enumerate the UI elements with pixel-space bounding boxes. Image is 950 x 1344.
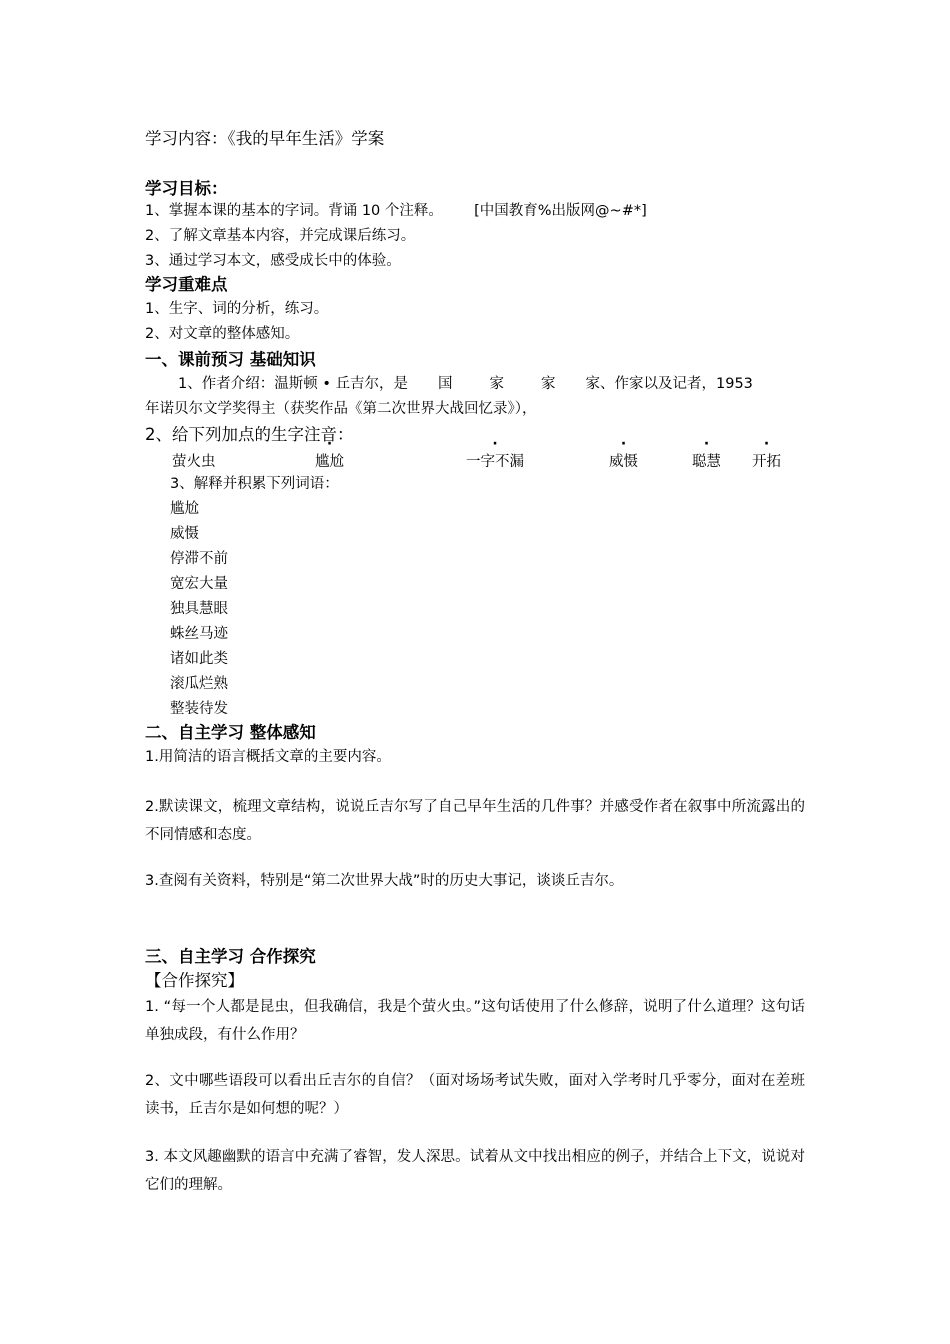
watermark-text: [中国教育%出版网@~#*] bbox=[474, 203, 647, 219]
goals-heading: 学习目标： bbox=[145, 179, 228, 198]
section3-question-2: 2、文中哪些语段可以看出丘吉尔的自信？（面对场场考试失败，面对入学考时几乎零分，面对在差班读书，丘吉尔是如何想的呢？） bbox=[145, 1073, 805, 1117]
pinyin-word: 萤火虫 bbox=[172, 454, 216, 470]
goal-item-2: 2、了解文章基本内容，并完成课后练习。 bbox=[145, 228, 416, 244]
author-intro-cont: 年诺贝尔文学奖得主（获奖作品《第二次世界大战回忆录》）， bbox=[145, 401, 537, 417]
page-title: 学习内容：《我的早年生活》学案 bbox=[145, 129, 385, 148]
pinyin-word: 尴尬 bbox=[315, 454, 344, 470]
vocab-item: 诸如此类 bbox=[170, 651, 228, 667]
pinyin-words-row bbox=[0, 450, 950, 474]
section2-question-2: 2.默读课文，梳理文章结构，说说丘吉尔写了自己早年生活的几件事？并感受作者在叙事中所流露出的不同情感和态度。 bbox=[145, 799, 805, 843]
section3-subheading: 【合作探究】 bbox=[145, 971, 244, 990]
vocab-heading: 3、解释并积累下列词语： bbox=[170, 476, 339, 492]
section3-heading: 三、自主学习 合作探究 bbox=[145, 947, 316, 966]
blank-char-1: 国 bbox=[438, 376, 453, 392]
section2-question-3: 3.查阅有关资料，特别是“第二次世界大战”时的历史大事记，谈谈丘吉尔。 bbox=[145, 873, 624, 889]
vocab-item: 独具慧眼 bbox=[170, 601, 228, 617]
vocab-item: 停滞不前 bbox=[170, 551, 228, 567]
difficulty-item-2: 2、对文章的整体感知。 bbox=[145, 326, 300, 342]
pinyin-heading: 2、给下列加点的生字注音： bbox=[145, 425, 354, 444]
blank-char-3: 家 bbox=[541, 376, 556, 392]
vocab-item: 宽宏大量 bbox=[170, 576, 228, 592]
goal-item-1: 1、掌握本课的基本的字词。背诵 10 个注释。 [中国教育%出版网@~#*] bbox=[145, 203, 647, 219]
author-intro-line: 1、作者介绍：温斯顿 • 丘吉尔，是 国 家 家 家、作家以及记者，1953 bbox=[178, 376, 753, 392]
section2-heading: 二、自主学习 整体感知 bbox=[145, 723, 316, 742]
vocab-item: 整装待发 bbox=[170, 701, 228, 717]
section1-heading: 一、课前预习 基础知识 bbox=[145, 350, 316, 369]
vocab-item: 滚瓜烂熟 bbox=[170, 676, 228, 692]
section2-question-1: 1.用简洁的语言概括文章的主要内容。 bbox=[145, 749, 391, 765]
pinyin-word: 聪慧 bbox=[692, 454, 721, 470]
pinyin-word: 威慑 bbox=[609, 454, 638, 470]
blank-char-2: 家 bbox=[489, 376, 504, 392]
difficulty-item-1: 1、生字、词的分析，练习。 bbox=[145, 301, 329, 317]
section3-question-1: 1. “每一个人都是昆虫，但我确信，我是个萤火虫。”这句话使用了什么修辞，说明了什么道理？这句话单独成段，有什么作用？ bbox=[145, 999, 805, 1043]
vocab-item: 威慑 bbox=[170, 526, 199, 542]
vocab-item: 蛛丝马迹 bbox=[170, 626, 228, 642]
difficulties-heading: 学习重难点 bbox=[145, 275, 228, 294]
pinyin-word: 一字不漏 bbox=[466, 454, 524, 470]
pinyin-word: 开拓 bbox=[752, 454, 781, 470]
blank-char-4: 家、作家以及记者，1953 bbox=[585, 376, 753, 392]
section3-question-3: 3. 本文风趣幽默的语言中充满了睿智，发人深思。试着从文中找出相应的例子，并结合上下文，说说对它们的理解。 bbox=[145, 1149, 805, 1193]
vocab-item: 尴尬 bbox=[170, 501, 199, 517]
goal-item-3: 3、通过学习本文，感受成长中的体验。 bbox=[145, 253, 401, 269]
